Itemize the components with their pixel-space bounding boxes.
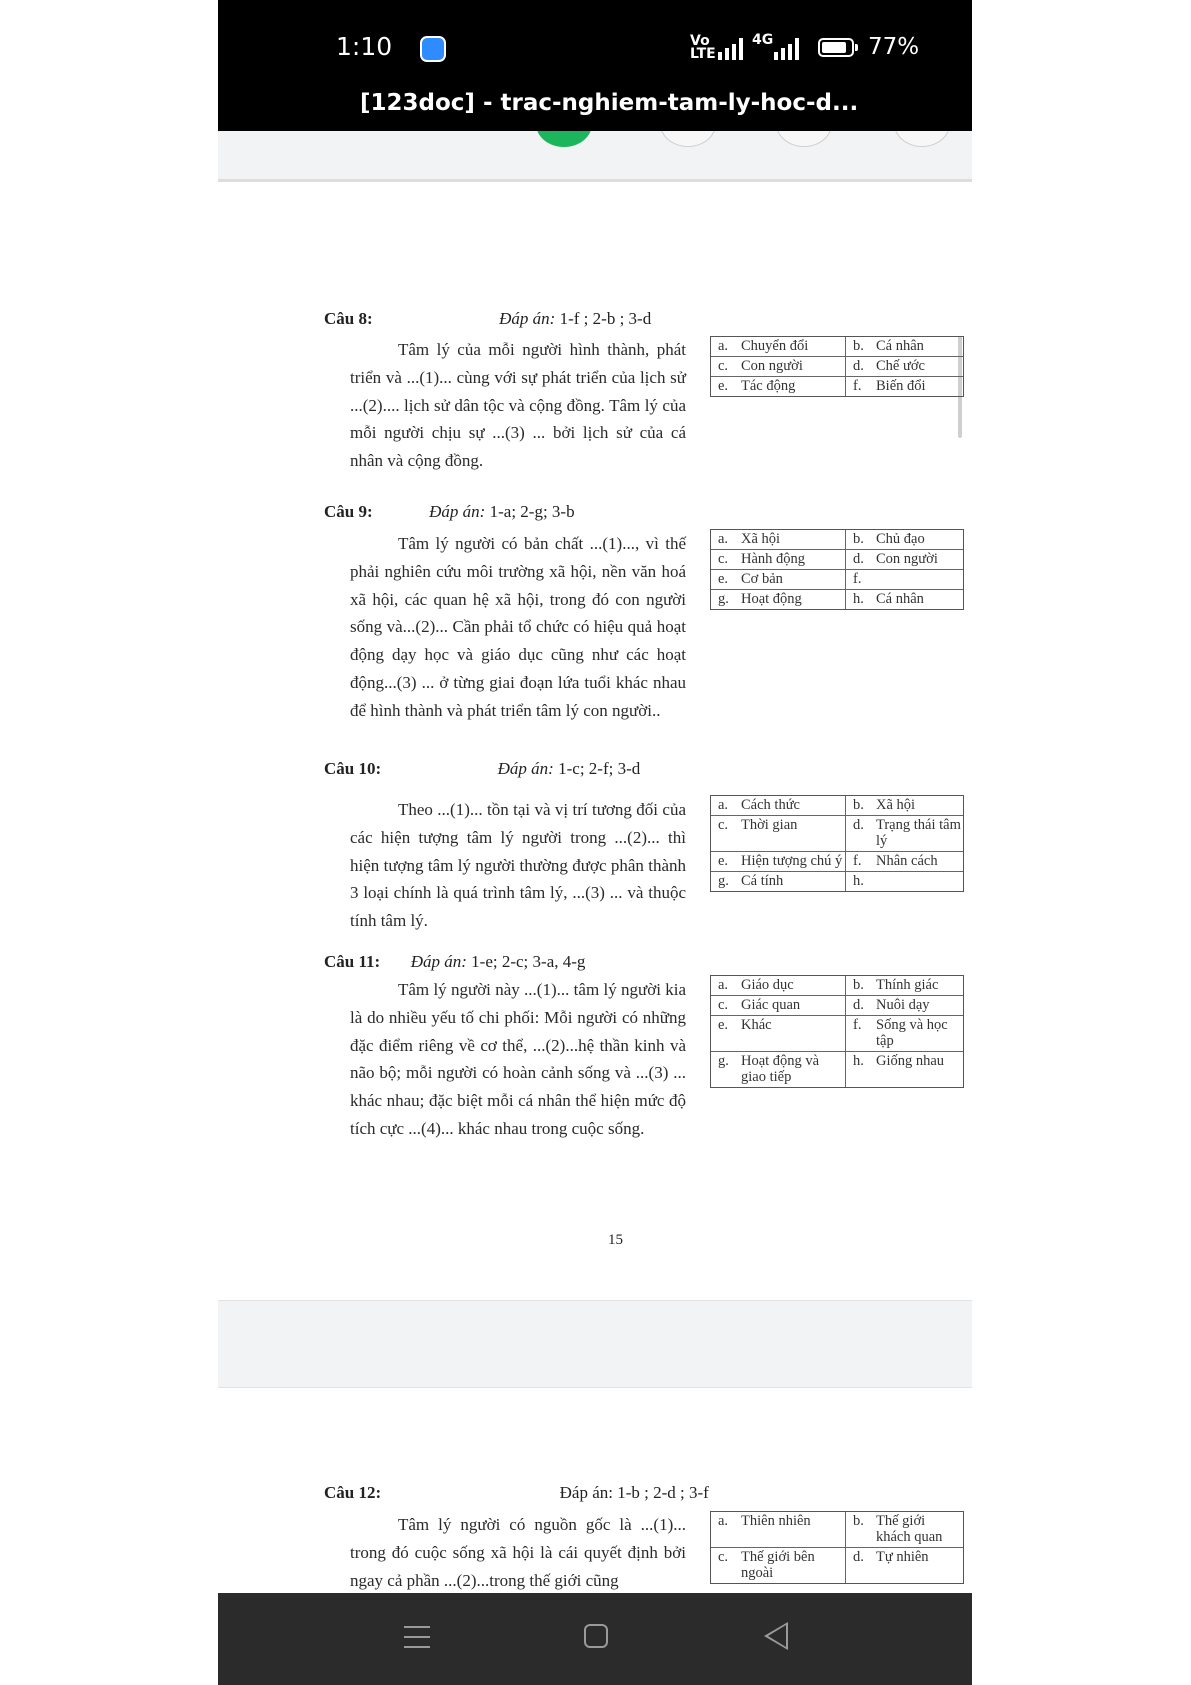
- option-cell: h. Cá nhân: [853, 591, 924, 607]
- option-cell: c. Thời gian: [711, 816, 846, 851]
- option-cell: e. Cơ bản: [711, 570, 846, 589]
- question-header: [324, 502, 575, 522]
- page-number: 15: [608, 1232, 623, 1248]
- option-cell: f.: [853, 571, 862, 587]
- question-label: Câu 9:: [324, 502, 373, 521]
- toolbar-button-4[interactable]: [894, 131, 950, 147]
- question-text: Tâm lý người này ...(1)... tâm lý người kia là do nhiều yếu tố chi phối: Mỗi người có những đặc điểm riêng về cơ thể, ...(2)...hệ thần kinh và não bộ; mỗi người có hoàn cảnh sống và ...(3) ... khác nhau; đặc biệt mỗi cá nhân thể hiện mức độ tích cực ...(4)... khác nhau trong cuộc sống.: [350, 980, 686, 1138]
- back-icon[interactable]: [764, 1622, 788, 1650]
- option-cell: f. Nhân cách: [853, 853, 938, 869]
- page-separator: [218, 1300, 972, 1388]
- options-row: [711, 530, 963, 549]
- options-row: [711, 356, 963, 376]
- options-row: [711, 1547, 963, 1583]
- navigation-bar: [218, 1593, 972, 1685]
- toolbar-button-2[interactable]: [660, 131, 716, 147]
- options-row: [711, 851, 963, 871]
- option-cell: e. Tác động: [711, 377, 846, 396]
- answer-label: Đáp án:: [499, 309, 556, 328]
- answer-value: 1-a; 2-g; 3-b: [489, 502, 575, 521]
- question-header: [324, 1483, 709, 1503]
- option-cell: b. Cá nhân: [853, 338, 924, 354]
- question-label: Câu 10:: [324, 759, 382, 778]
- question-label: Câu 8:: [324, 309, 373, 328]
- option-cell: d. Chế ước: [853, 358, 925, 374]
- option-cell: d. Nuôi dạy: [853, 997, 930, 1013]
- options-table: [710, 529, 964, 610]
- option-cell: b. Xã hội: [853, 797, 916, 813]
- question-text: Tâm lý người có nguồn gốc là ...(1)... trong đó cuộc sống xã hội là cái quyết định bởi ngay cả phần ...(2)...trong thế giới cũng: [350, 1515, 686, 1590]
- option-cell: e. Khác: [711, 1016, 846, 1051]
- option-cell: d. Tự nhiên: [853, 1549, 929, 1565]
- answer-label: Đáp án:: [410, 952, 467, 971]
- network-type-label: 4G: [752, 32, 774, 48]
- menu-icon[interactable]: [404, 1626, 430, 1648]
- question-header: [324, 759, 640, 779]
- signal-strength-icon-2: [774, 36, 799, 60]
- answer-value: 1-b ; 2-d ; 3-f: [617, 1483, 709, 1502]
- options-row: [711, 376, 963, 396]
- home-icon[interactable]: [584, 1624, 608, 1648]
- question-label: Câu 11:: [324, 952, 381, 971]
- option-cell: g. Hoạt động: [711, 590, 846, 609]
- battery-icon: [818, 38, 854, 57]
- options-table: [710, 1511, 964, 1584]
- app-notification-icon: [420, 36, 446, 62]
- option-cell: a. Chuyển đổi: [711, 337, 846, 356]
- document-title[interactable]: [123doc] - trac-nghiem-tam-ly-hoc-d...: [360, 90, 859, 116]
- option-cell: e. Hiện tượng chú ý: [711, 852, 846, 871]
- options-row: [711, 976, 963, 995]
- option-cell: c. Con người: [711, 357, 846, 376]
- option-cell: d. Con người: [853, 551, 938, 567]
- option-cell: a. Xã hội: [711, 530, 846, 549]
- option-cell: h. Giống nhau: [853, 1053, 945, 1069]
- options-row: [711, 1512, 963, 1547]
- toolbar-button-3[interactable]: [776, 131, 832, 147]
- option-cell: d. Trạng thái tâm lý: [853, 817, 961, 849]
- options-table: [710, 795, 964, 892]
- option-cell: f. Sống và học tập: [853, 1017, 948, 1049]
- option-cell: c. Thế giới bên ngoài: [711, 1548, 846, 1583]
- question-header: [324, 952, 585, 972]
- question-label: Câu 12:: [324, 1483, 382, 1502]
- options-row: [711, 1051, 963, 1087]
- status-time: 1:10: [336, 32, 393, 61]
- question-text: Theo ...(1)... tồn tại và vị trí tương đối của các hiện tượng tâm lý người trong ...(2)... thì hiện tượng tâm lý người thường được phân thành 3 loại chính là quá trình tâm lý, ...(3) ... và thuộc tính tâm lý.: [350, 800, 686, 931]
- options-row: [711, 569, 963, 589]
- answer-label: Đáp án:: [429, 502, 486, 521]
- status-bar: [218, 0, 972, 131]
- volte-label-bottom: LTE: [690, 46, 716, 62]
- options-row: [711, 995, 963, 1015]
- option-cell: a. Cách thức: [711, 796, 846, 815]
- option-cell: h.: [853, 873, 864, 889]
- option-cell: f. Biến đổi: [853, 378, 926, 394]
- phone-screen: [218, 0, 972, 1685]
- option-cell: g. Hoạt động và giao tiếp: [711, 1052, 846, 1087]
- answer-label: Đáp án:: [497, 759, 554, 778]
- battery-percent: 77%: [868, 34, 920, 60]
- options-row: [711, 1015, 963, 1051]
- options-row: [711, 815, 963, 851]
- options-table: [710, 336, 964, 397]
- answer-value: 1-e; 2-c; 3-a, 4-g: [471, 952, 586, 971]
- options-table: [710, 975, 964, 1088]
- question-text: Tâm lý của mỗi người hình thành, phát triển và ...(1)... cùng với sự phát triển của lịch sử ...(2).... lịch sử dân tộc và cộng đồng. Tâm lý của mỗi người chịu sự ...(3) ... bởi lịch sử của cá nhân và cộng đồng.: [350, 340, 686, 471]
- signal-strength-icon: [718, 36, 743, 60]
- options-row: [711, 549, 963, 569]
- option-cell: b. Thính giác: [853, 977, 939, 993]
- question-text: Tâm lý người có bản chất ...(1)..., vì thế phải nghiên cứu môi trường xã hội, nền văn hoá xã hội, các quan hệ xã hội, trong đó con người sống và...(2)... Cần phải tổ chức có hiệu quả hoạt động dạy học và giáo dục cũng như các hoạt động...(3) ... ở từng giai đoạn lứa tuổi khác nhau để hình thành và phát triển tâm lý con người..: [350, 534, 686, 720]
- option-cell: a. Giáo dục: [711, 976, 846, 995]
- question-header: [324, 309, 651, 329]
- option-cell: c. Giác quan: [711, 996, 846, 1015]
- options-row: [711, 337, 963, 356]
- options-row: [711, 796, 963, 815]
- volte-indicator: [690, 35, 716, 61]
- volte-label-top: Vo: [690, 33, 710, 49]
- options-row: [711, 589, 963, 609]
- option-cell: c. Hành động: [711, 550, 846, 569]
- option-cell: b. Chủ đạo: [853, 531, 925, 547]
- option-cell: a. Thiên nhiên: [711, 1512, 846, 1547]
- answer-value: 1-c; 2-f; 3-d: [558, 759, 641, 778]
- document-toolbar: [218, 131, 972, 182]
- answer-label: Đáp án:: [559, 1483, 613, 1502]
- answer-value: 1-f ; 2-b ; 3-d: [559, 309, 652, 328]
- download-button[interactable]: [536, 131, 592, 147]
- options-row: [711, 871, 963, 891]
- option-cell: b. Thế giới khách quan: [853, 1513, 943, 1545]
- option-cell: g. Cá tính: [711, 872, 846, 891]
